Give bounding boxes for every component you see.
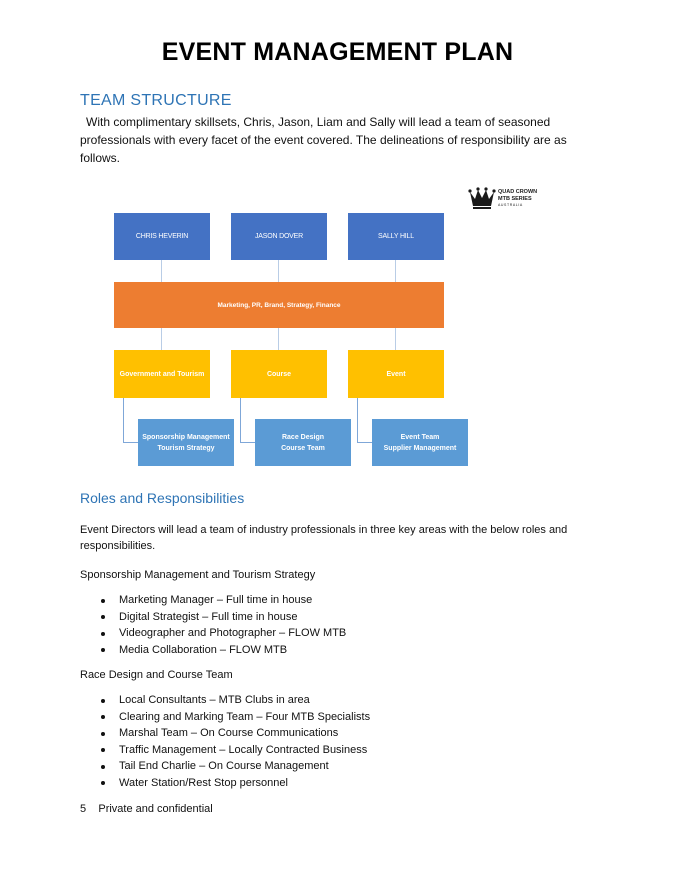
page-footer [80,803,213,815]
team-box-line2: Tourism Strategy [157,444,215,452]
team-box-line2: Course Team [281,444,325,452]
race-design-role-list [80,692,370,791]
list-item: Clearing and Marking Team – Four MTB Specialists [80,709,370,726]
quad-crown-logo [468,186,548,212]
crown-icon [468,186,496,210]
footer-text: Private and confidential [98,803,213,815]
logo-line1: QUAD CROWN [498,189,538,195]
connector-line [357,398,358,443]
logo-line2: MTB SERIES [498,195,532,202]
connector-line [161,260,162,282]
list-item: Marshal Team – On Course Communications [80,725,370,742]
connector-line [123,398,124,443]
leader-box-chris: CHRIS HEVERIN [114,213,210,260]
list-item: Videographer and Photographer – FLOW MTB [80,625,346,642]
leader-box-sally: SALLY HILL [348,213,444,260]
roles-heading: Roles and Responsibilities [80,490,245,506]
page-number: 5 [80,803,87,815]
leader-box-jason: JASON DOVER [231,213,327,260]
intro-paragraph [80,113,585,167]
sponsorship-role-list [80,592,346,658]
connector-line [357,442,372,443]
team-box-line2: Supplier Management [383,444,457,452]
connector-line [395,260,396,282]
connector-line [395,328,396,350]
list-item: Marketing Manager – Full time in house [80,592,346,609]
connector-line [240,398,241,443]
team-box-line1: Race Design [281,433,325,441]
connector-line [161,328,162,350]
connector-line [240,442,255,443]
team-box-race-design [255,419,351,466]
connector-line [278,328,279,350]
page-title: EVENT MANAGEMENT PLAN [161,38,514,66]
area-box-course: Course [231,350,327,398]
intro-text: With complimentary skillsets, Chris, Jason, Liam and Sally will lead a team of seasoned professionals with every facet of the event covered. The delineations of responsibility are as follows. [80,115,567,165]
area-box-event: Event [348,350,444,398]
list-item: Digital Strategist – Full time in house [80,609,346,626]
shared-role-box: Marketing, PR, Brand, Strategy, Finance [114,282,444,328]
list-item: Water Station/Rest Stop personnel [80,775,370,792]
team-box-line1: Event Team [400,433,440,441]
connector-line [123,442,138,443]
list-item: Media Collaboration – FLOW MTB [80,642,346,659]
group-heading-race-design: Race Design and Course Team [80,669,233,681]
team-box-line1: Sponsorship Management [142,433,230,441]
list-item: Tail End Charlie – On Course Management [80,758,370,775]
team-box-sponsorship [138,419,234,466]
team-structure-heading: TEAM STRUCTURE [80,92,232,109]
connector-line [278,260,279,282]
roles-intro: Event Directors will lead a team of industry professionals in three key areas with the below roles and responsibilities. [80,524,568,552]
list-item: Traffic Management – Locally Contracted Business [80,742,370,759]
area-box-government: Government and Tourism [114,350,210,398]
logo-line3: AUSTRALIA [498,203,523,207]
team-box-event-team [372,419,468,466]
logo-wordmark [498,189,537,209]
list-item: Local Consultants – MTB Clubs in area [80,692,370,709]
group-heading-sponsorship: Sponsorship Management and Tourism Strategy [80,569,316,581]
